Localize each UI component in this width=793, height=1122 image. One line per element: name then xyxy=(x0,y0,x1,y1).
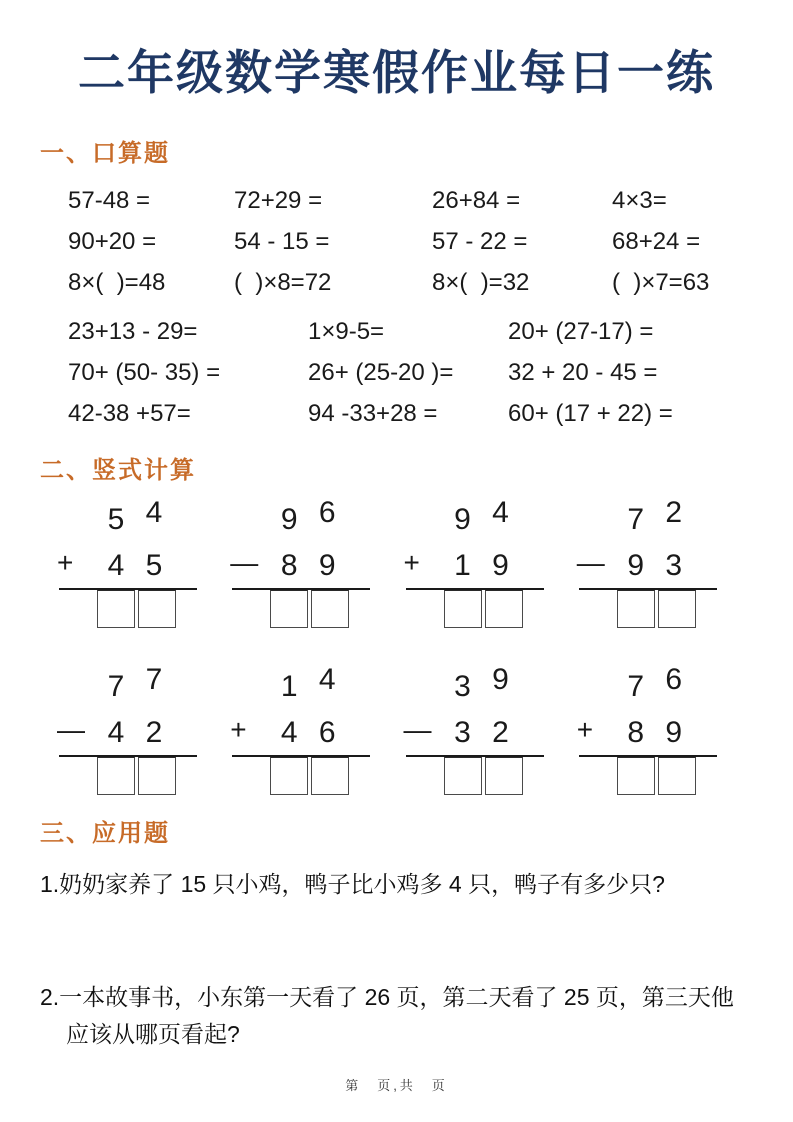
oral-problem: 26+84 = xyxy=(432,186,521,214)
answer-box xyxy=(658,590,696,628)
operator: — xyxy=(230,547,259,578)
digit: 9 xyxy=(665,716,683,749)
oral-row xyxy=(68,180,793,221)
digit: 6 xyxy=(318,496,336,529)
digit: 3 xyxy=(665,549,683,582)
digit: 6 xyxy=(318,716,336,749)
top-number xyxy=(575,664,737,704)
digit: 8 xyxy=(627,716,645,749)
answer-box xyxy=(658,757,696,795)
bottom-number xyxy=(55,543,217,583)
digit: 2 xyxy=(145,716,163,749)
answer-boxes xyxy=(444,590,564,628)
oral-problem: 23+13 - 29= xyxy=(68,317,198,345)
bottom-number xyxy=(575,710,737,750)
digit: 7 xyxy=(627,670,645,703)
section-heading-oral: 一、口算题 xyxy=(40,140,170,167)
digit: 8 xyxy=(280,549,298,582)
oral-problem: 57-48 = xyxy=(68,186,151,214)
oral-row xyxy=(68,352,793,393)
digit: 2 xyxy=(665,496,683,529)
oral-problem: 57 - 22 = xyxy=(432,227,528,255)
answer-box xyxy=(617,757,655,795)
answer-boxes xyxy=(270,757,390,795)
page-footer: 第 页,共 页 xyxy=(345,1078,448,1093)
digit: 9 xyxy=(280,503,298,536)
digit: 3 xyxy=(454,670,471,703)
bottom-number xyxy=(575,543,737,583)
oral-problem: ( )×8=72 xyxy=(234,268,332,296)
digit: 9 xyxy=(454,503,471,536)
digit: 4 xyxy=(107,549,125,582)
oral-problem: 8×( )=32 xyxy=(432,268,530,296)
oral-problem: 32 + 20 - 45 = xyxy=(508,358,658,386)
bottom-number xyxy=(228,710,390,750)
answer-boxes xyxy=(617,590,737,628)
oral-problem: ( )×7=63 xyxy=(612,268,710,296)
oral-problem: 4×3= xyxy=(612,186,667,214)
digit: 4 xyxy=(107,716,125,749)
page-title: 二年级数学寒假作业每日一练 xyxy=(78,46,715,99)
section-heading-vertical: 二、竖式计算 xyxy=(40,457,196,484)
oral-problem: 42-38 +57= xyxy=(68,399,191,427)
oral-problem: 54 - 15 = xyxy=(234,227,330,255)
oral-problem: 26+ (25-20 )= xyxy=(308,358,454,386)
bottom-number xyxy=(402,543,564,583)
oral-problems-block xyxy=(68,180,793,434)
answer-box xyxy=(485,757,523,795)
digit: 1 xyxy=(280,670,298,703)
top-number xyxy=(402,497,564,537)
operator: + xyxy=(403,547,420,578)
top-number xyxy=(402,664,564,704)
answer-box xyxy=(444,590,482,628)
digit: 4 xyxy=(492,496,509,529)
word-problem-2-line2: 应该从哪页看起? xyxy=(66,1021,240,1047)
top-number xyxy=(55,497,217,537)
answer-box xyxy=(617,590,655,628)
oral-row xyxy=(68,393,793,434)
digit: 4 xyxy=(318,663,336,696)
vertical-problem xyxy=(55,664,217,795)
digit: 9 xyxy=(492,663,509,696)
vertical-problem xyxy=(575,497,737,628)
operator: + xyxy=(230,714,247,745)
answer-box xyxy=(138,590,176,628)
digit: 4 xyxy=(280,716,298,749)
vertical-problem xyxy=(402,664,564,795)
vertical-problem xyxy=(228,497,390,628)
vertical-problem xyxy=(55,497,217,628)
vertical-problems-grid xyxy=(0,497,793,795)
digit: 6 xyxy=(665,663,683,696)
operator: — xyxy=(57,714,85,745)
answer-box xyxy=(97,757,135,795)
digit: 7 xyxy=(145,663,163,696)
oral-problem: 60+ (17 + 22) = xyxy=(508,399,673,427)
digit: 4 xyxy=(145,496,163,529)
digit: 9 xyxy=(627,549,645,582)
digit: 7 xyxy=(627,503,645,536)
digit: 2 xyxy=(492,716,509,749)
answer-box xyxy=(311,590,349,628)
top-number xyxy=(228,497,390,537)
digit: 9 xyxy=(318,549,336,582)
oral-problem: 70+ (50- 35) = xyxy=(68,358,221,386)
vertical-problem xyxy=(228,664,390,795)
oral-row xyxy=(68,262,793,303)
answer-box xyxy=(444,757,482,795)
answer-box xyxy=(138,757,176,795)
oral-problem: 68+24 = xyxy=(612,227,701,255)
digit: 1 xyxy=(454,549,471,582)
word-problem-2-line1: 2.一本故事书，小东第一天看了 26 页，第二天看了 25 页，第三天他 xyxy=(40,984,734,1010)
oral-problem: 94 -33+28 = xyxy=(308,399,438,427)
bottom-number xyxy=(228,543,390,583)
oral-problem: 72+29 = xyxy=(234,186,323,214)
oral-problem: 8×( )=48 xyxy=(68,268,166,296)
digit: 5 xyxy=(107,503,125,536)
oral-problem: 1×9-5= xyxy=(308,317,385,345)
answer-boxes xyxy=(444,757,564,795)
vertical-problem xyxy=(575,664,737,795)
answer-box xyxy=(270,757,308,795)
vertical-problem xyxy=(402,497,564,628)
answer-boxes xyxy=(270,590,390,628)
oral-problem: 20+ (27-17) = xyxy=(508,317,654,345)
answer-boxes xyxy=(617,757,737,795)
bottom-number xyxy=(55,710,217,750)
top-number xyxy=(55,664,217,704)
bottom-number xyxy=(402,710,564,750)
operator: + xyxy=(576,714,594,745)
section-heading-word: 三、应用题 xyxy=(40,820,170,847)
top-number xyxy=(228,664,390,704)
digit: 9 xyxy=(492,549,509,582)
answer-box xyxy=(485,590,523,628)
digit: 5 xyxy=(145,549,163,582)
oral-row xyxy=(68,311,793,352)
answer-box xyxy=(97,590,135,628)
top-number xyxy=(575,497,737,537)
operator: — xyxy=(576,547,605,578)
operator: + xyxy=(57,547,74,578)
answer-boxes xyxy=(97,757,217,795)
operator: — xyxy=(403,714,432,745)
answer-box xyxy=(270,590,308,628)
oral-row xyxy=(68,221,793,262)
digit: 7 xyxy=(107,670,125,703)
oral-problem: 90+20 = xyxy=(68,227,157,255)
answer-box xyxy=(311,757,349,795)
answer-boxes xyxy=(97,590,217,628)
word-problem-2 xyxy=(40,979,763,1053)
word-problem-1: 1.奶奶家养了 15 只小鸡，鸭子比小鸡多 4 只，鸭子有多少只? xyxy=(40,871,665,897)
digit: 3 xyxy=(454,716,471,749)
